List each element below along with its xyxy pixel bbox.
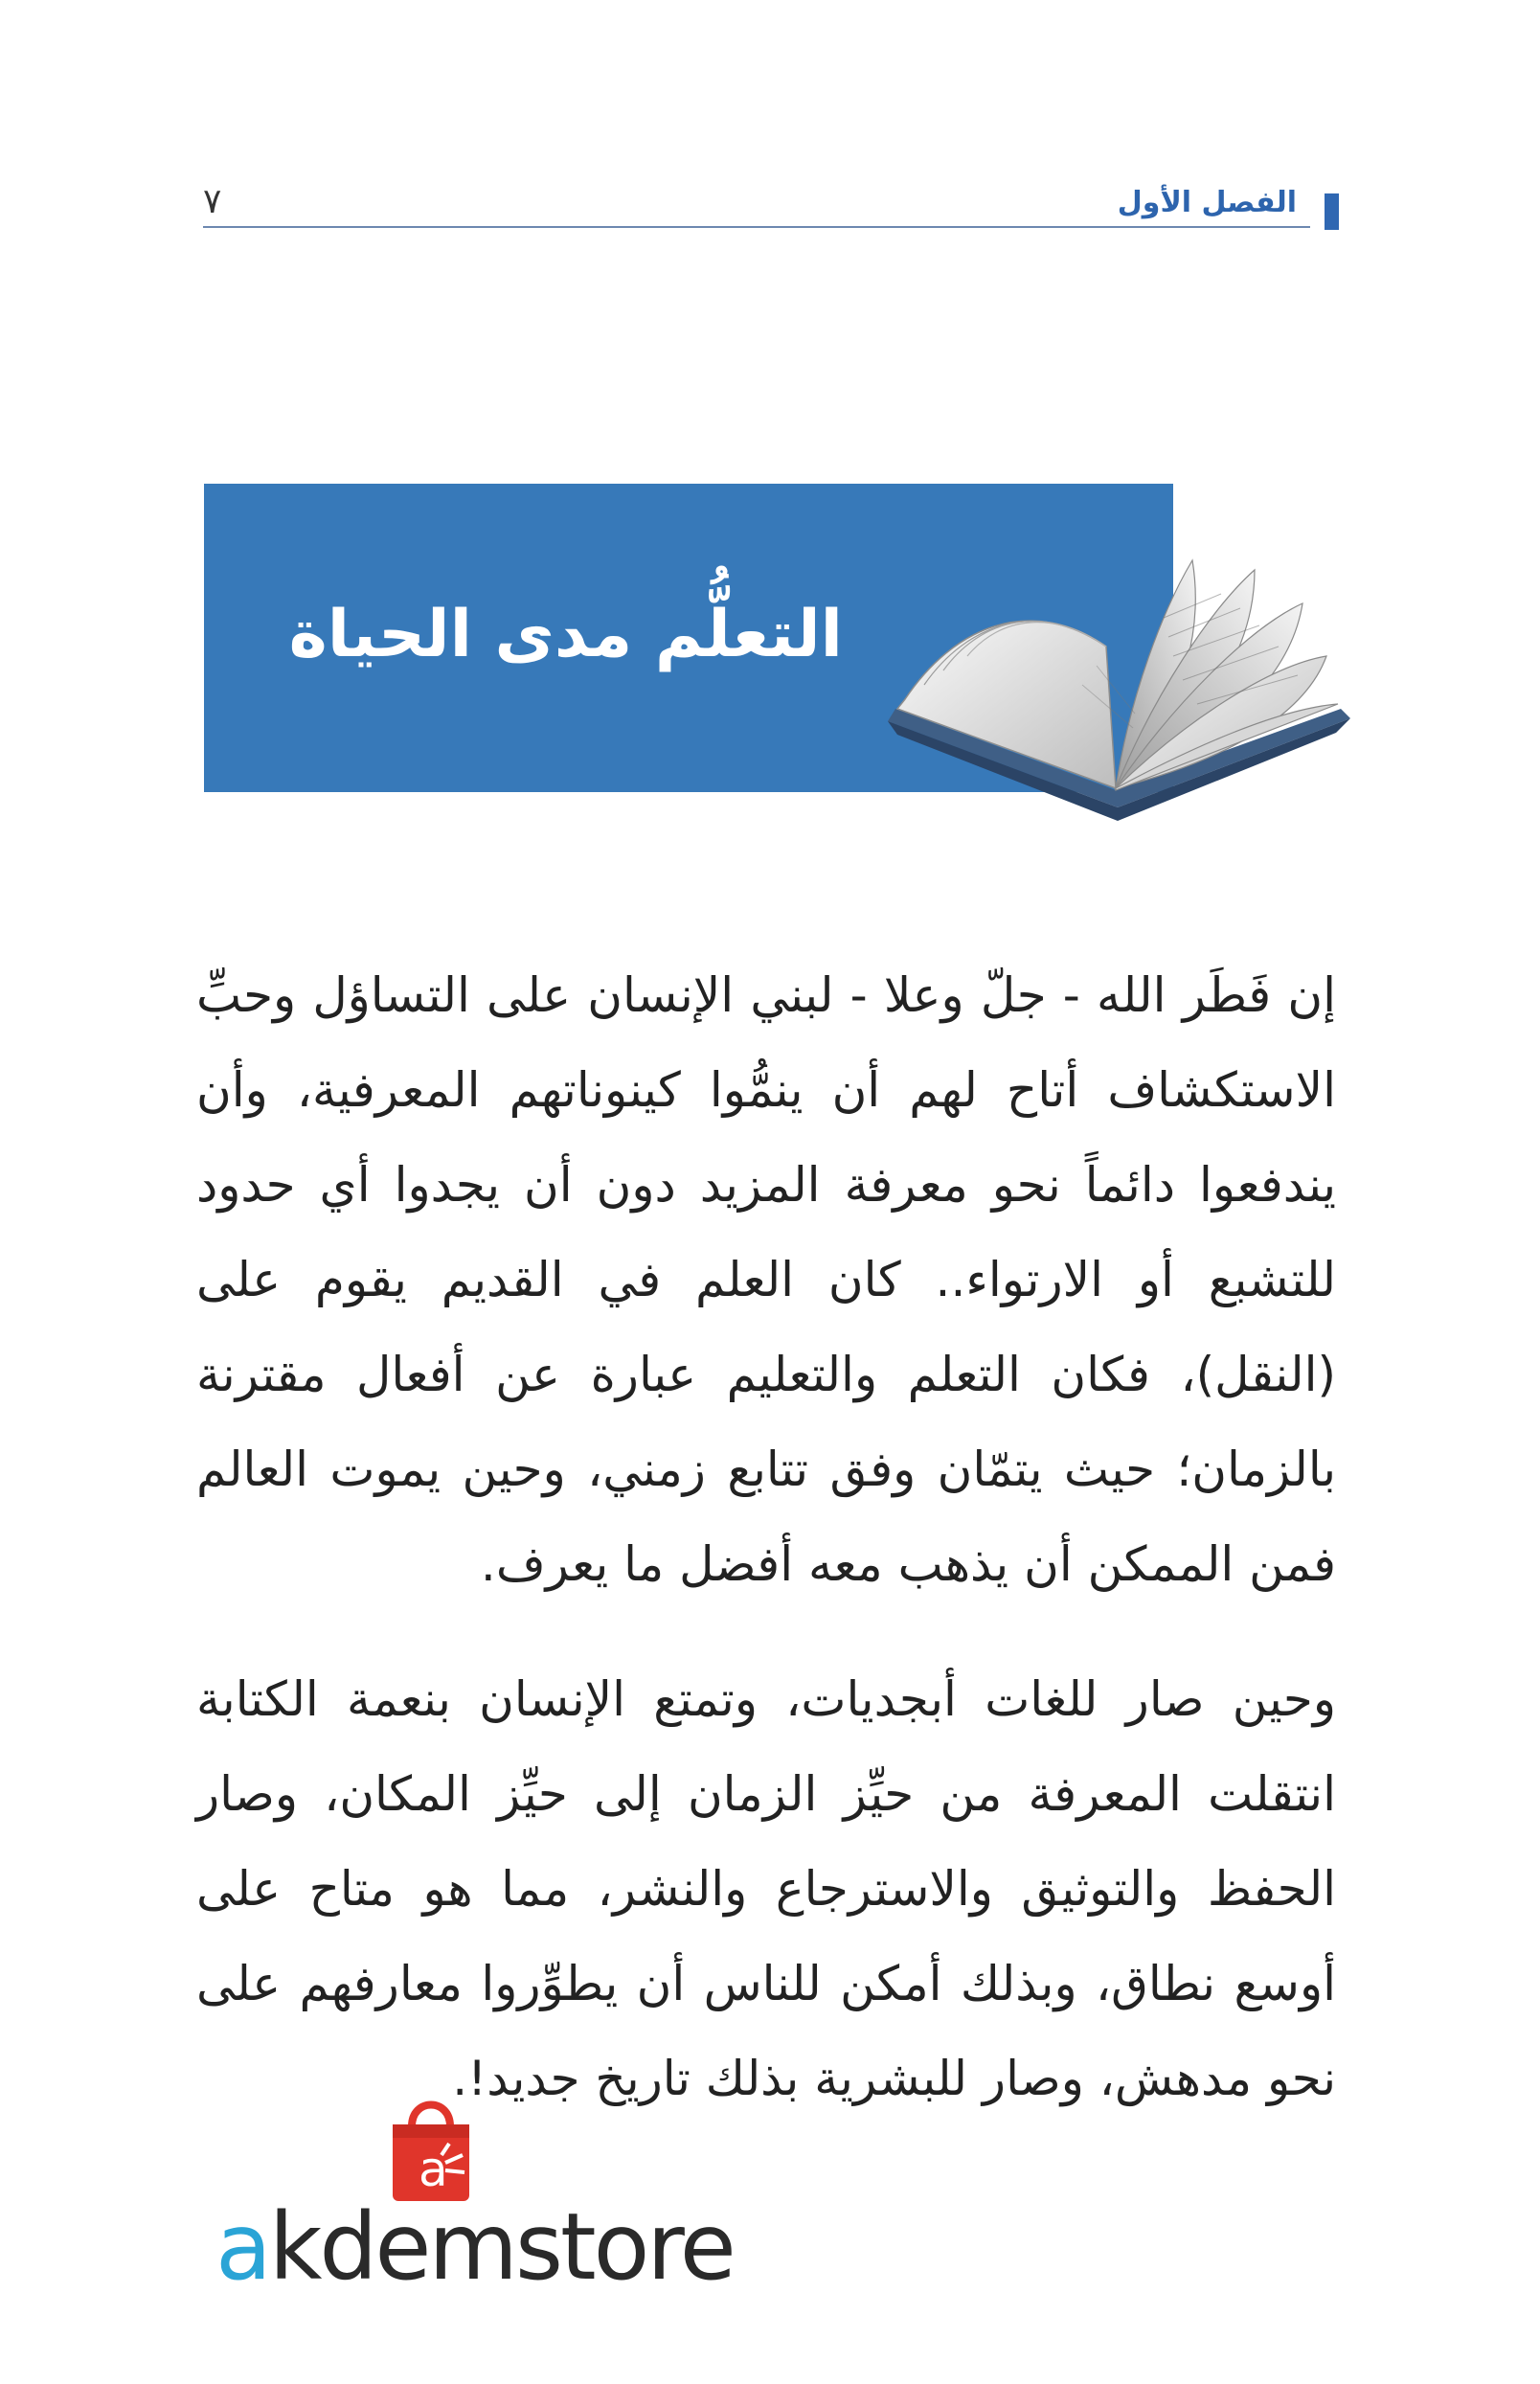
brand-first-letter: a (215, 2193, 269, 2301)
page-number: ٧ (203, 182, 222, 221)
paragraph-2: وحين صار للغات أبجديات، وتمتع الإنسان بنعمة الكتابة انتقلت المعرفة من حيِّز الزمان إلى حيِّز المكان، وصار الحفظ والتوثيق والاسترجاع والنشر، مما هو متاح على أوسع نطاق، وبذلك أمكن للناس أن يطوِّروا معارفهم على نحو مدهش، وصار للبشرية بذلك تاريخ جديد!. (196, 1671, 1336, 2106)
open-book-icon (876, 503, 1350, 829)
header-rule (203, 226, 1310, 228)
paragraph-1: إن فَطَر الله - جلّ وعلا - لبني الإنسان على التساؤل وحبِّ الاستكشاف أتاح لهم أن ينمُّوا كينوناتهم المعرفية، وأن يندفعوا دائماً نحو معرفة المزيد دون أن يجدوا أي حدود للتشبع أو الارتواء.. كان العلم في القديم يقوم على (النقل)، فكان التعلم والتعليم عبارة عن أفعال مقترنة بالزمان؛ حيث يتمّان وفق تتابع زمني، وحين يموت العالم فمن الممكن أن يذهب معه أفضل ما يعرف. (196, 967, 1336, 1592)
section-title: التعلُّم مدى الحياة (288, 597, 843, 672)
bag-letter: a (419, 2142, 448, 2197)
brand-rest: kdemstore (268, 2193, 734, 2301)
header-marker (1325, 193, 1339, 230)
running-header (203, 182, 1339, 239)
store-brand-name (215, 2193, 734, 2301)
chapter-title: الفصل الأول (1117, 186, 1297, 219)
